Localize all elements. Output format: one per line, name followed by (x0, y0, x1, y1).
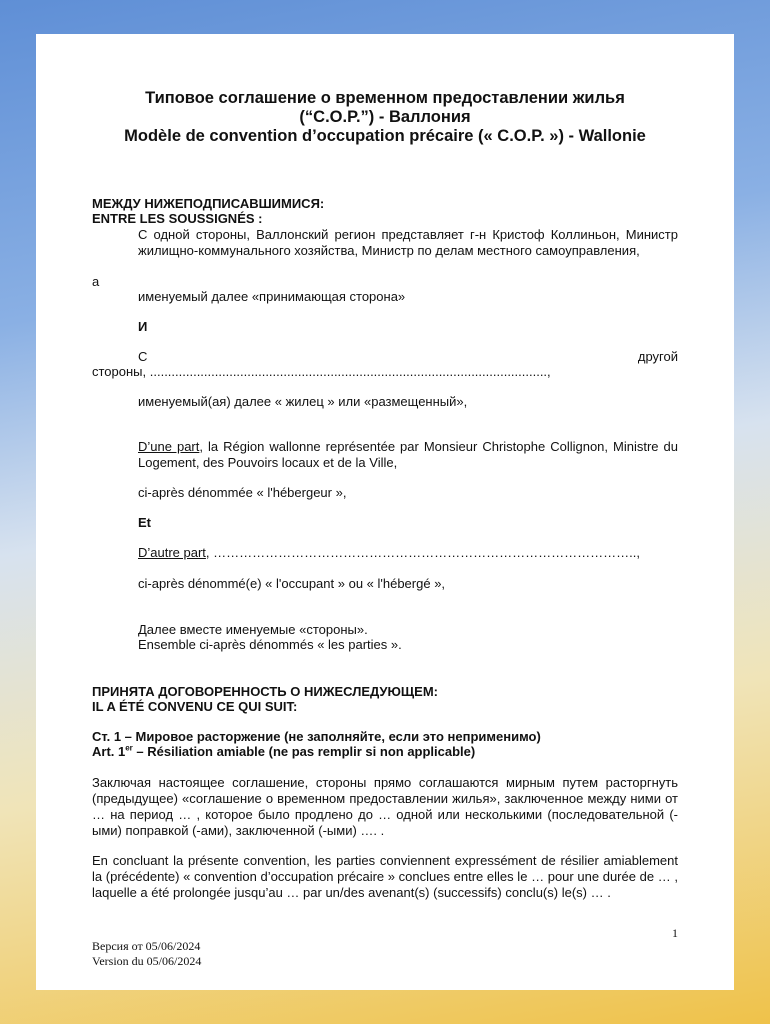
article1-heading-ru: Ст. 1 – Мировое расторжение (не заполняйте, если это неприменимо) (92, 729, 541, 744)
together-ru: Далее вместе именуемые «стороны». (138, 622, 368, 637)
footer-version-ru: Версия от 05/06/2024 (92, 939, 201, 953)
ru-other-party-c: С (138, 349, 148, 364)
agreed-heading-ru: ПРИНЯТА ДОГОВОРЕННОСТЬ О НИЖЕСЛЕДУЮЩЕМ: (92, 684, 438, 699)
fr-region-underlined: D’une part (138, 439, 200, 454)
fr-other-underlined: D’autre part (138, 545, 206, 560)
footer-version-fr: Version du 05/06/2024 (92, 954, 202, 968)
and-fr: Et (138, 515, 151, 530)
ru-region-paragraph: С одной стороны, Валлонский регион представляет г-н Кристоф Коллиньон, Министр жилищно-коммунального хозяйства, Министр по делам местного самоуправления, (138, 227, 678, 258)
ru-other-party-line: стороны, .............................................................................................................., (92, 364, 551, 379)
title-line-fr: Modèle de convention d’occupation précaire (« C.O.P. ») - Wallonie (124, 127, 646, 145)
article1-paragraph-ru: Заключая настоящее соглашение, стороны прямо соглашаются мирным путем расторгнуть (предыдущее) «соглашение о временном предоставлении жилья», заключенное между ними от … на период … , которое было продлено до … одной или несколькими (последовательной (-ыми) поправкой (-ами), заключенной (-ыми) …. . (92, 775, 678, 838)
fr-region-text: , la Région wallonne représentée par Monsieur Christophe Collignon, Ministre du Logement, des Pouvoirs locaux et de la Ville, (138, 439, 678, 470)
parties-heading-ru: МЕЖДУ НИЖЕПОДПИСАВШИМИСЯ: (92, 196, 325, 211)
parties-heading-fr: ENTRE LES SOUSSIGNÉS : (92, 211, 263, 226)
ru-host-definition: именуемый далее «принимающая сторона» (138, 289, 406, 304)
article1-paragraph-fr: En concluant la présente convention, les parties conviennent expressément de résilier amiablement la (précédente) « convention d’occupation précaire » conclues entre elles le … pour une durée de … , laquelle a été prolongée jusqu’au … par un/des avenant(s) (successifs) conclu(s) le(s) … . (92, 853, 678, 900)
fr-region-paragraph (138, 439, 678, 471)
fr-host-definition: ci-après dénommée « l'hébergeur », (138, 485, 347, 500)
ru-occupant-definition: именуемый(ая) далее « жилец » или «размещенный», (138, 394, 468, 409)
article1-superscript: er (125, 743, 133, 753)
article1-heading-fr (92, 744, 475, 760)
and-ru: И (138, 319, 148, 334)
fr-other-text: , …………………………………………………………………………………….., (205, 545, 640, 560)
ru-other-party-word: другой (637, 349, 678, 364)
title-line-ru: Типовое соглашение о временном предоставлении жилья (145, 89, 625, 107)
article1-title: – Résiliation amiable (ne pas remplir si non applicable) (132, 744, 476, 759)
and-small: а (92, 274, 100, 289)
fr-other-party-line (138, 545, 640, 561)
title-line-ru-2: (“C.O.P.”) - Валлония (299, 108, 471, 126)
page-number: 1 (672, 926, 678, 940)
fr-occupant-definition: ci-après dénommé(e) « l'occupant » ou « l'hébergé », (138, 576, 446, 591)
agreed-heading-fr: IL A ÉTÉ CONVENU CE QUI SUIT: (92, 699, 298, 714)
document-page (36, 34, 734, 990)
article1-label: Art. 1 (92, 744, 126, 759)
together-fr: Ensemble ci-après dénommés « les parties ». (138, 637, 402, 652)
